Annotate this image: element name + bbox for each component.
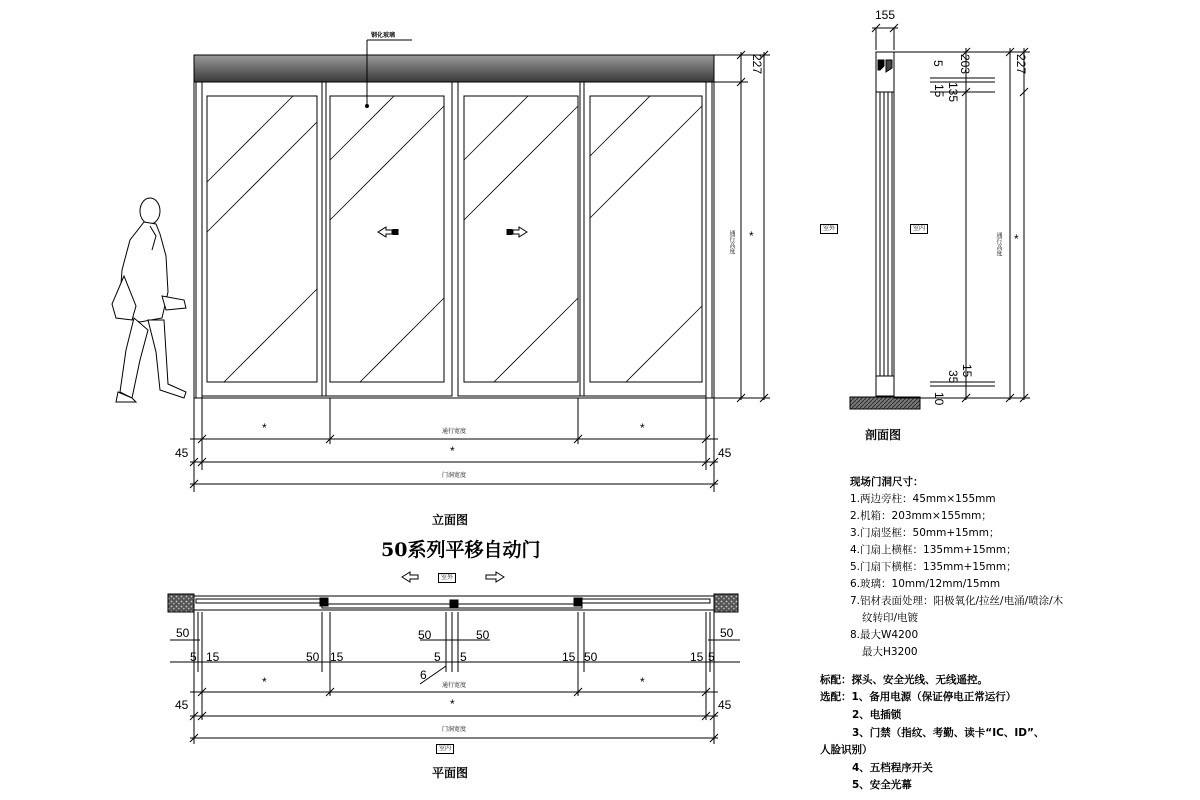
elevation-caption: 立面图 bbox=[432, 513, 469, 527]
spec-optional-4: 4、五档程序开关 bbox=[852, 762, 933, 774]
person-figure bbox=[112, 198, 186, 402]
elevation-view bbox=[190, 40, 770, 492]
plan-hole-width-label: 门洞宽度 bbox=[442, 726, 467, 733]
section-caption: 剖面图 bbox=[865, 428, 902, 442]
tempered-glass-label: 钢化玻璃 bbox=[371, 32, 396, 39]
plan-dim-50-1: 50 bbox=[176, 626, 190, 640]
spec-optional-1: 选配：1、备用电源（保证停电正常运行） bbox=[820, 691, 1017, 703]
plan-dim-5-4: 5 bbox=[708, 650, 715, 664]
section-dim-203: 203 bbox=[958, 54, 972, 75]
plan-dim-50-2: 50 bbox=[418, 628, 432, 642]
open-left-arrow-icon bbox=[378, 227, 398, 237]
elevation-panel-4 bbox=[584, 82, 706, 396]
elevation-side-left: 45 bbox=[175, 446, 189, 460]
elevation-header-box bbox=[194, 55, 714, 82]
section-inside-label: 室内 bbox=[910, 224, 928, 234]
spec-item-8b: 最大H3200 bbox=[862, 646, 918, 658]
plan-dim-15-4: 15 bbox=[690, 650, 704, 664]
plan-side-right: 45 bbox=[718, 698, 732, 712]
plan-dim-15-3: 15 bbox=[562, 650, 576, 664]
elevation-right-width: * bbox=[640, 421, 645, 435]
elevation-hole-width-label: 门洞宽度 bbox=[442, 472, 467, 479]
plan-right-arrow-icon bbox=[486, 572, 504, 582]
plan-dim-15-1: 15 bbox=[206, 650, 220, 664]
spec-item-5: 5.门扇下横框：135mm+15mm； bbox=[850, 561, 1017, 573]
plan-left-arrow-icon bbox=[402, 572, 418, 582]
section-post bbox=[876, 92, 894, 396]
section-dim-227: 227 bbox=[1014, 54, 1028, 75]
section-dim-35: 35 bbox=[946, 370, 960, 384]
elevation-panel-3 bbox=[458, 82, 584, 396]
section-dim-135: 135 bbox=[946, 82, 960, 103]
section-view bbox=[850, 24, 1030, 409]
elevation-right-post bbox=[706, 82, 714, 398]
plan-dim-5-2: 5 bbox=[434, 650, 441, 664]
plan-dim-50-6: 50 bbox=[584, 650, 598, 664]
spec-item-1: 1.两边旁柱：45mm×155mm bbox=[850, 493, 996, 505]
plan-dim-15-2: 15 bbox=[330, 650, 344, 664]
plan-view bbox=[168, 572, 740, 744]
section-dim-15b: 15 bbox=[960, 364, 974, 378]
spec-optional-5: 5、安全光幕 bbox=[852, 779, 912, 791]
plan-star-middle: * bbox=[450, 697, 455, 711]
spec-optional-3b: 人脸识别） bbox=[820, 744, 873, 756]
elevation-panel-2 bbox=[322, 82, 452, 396]
spec-standard: 标配：探头、安全光线、无线遥控。 bbox=[820, 674, 988, 686]
spec-optional-3: 3、门禁（指纹、考勤、读卡“IC、ID”、 bbox=[852, 727, 1045, 739]
elevation-pass-width-label: 通行宽度 bbox=[442, 428, 467, 435]
plan-dim-5-1: 5 bbox=[190, 650, 197, 664]
section-outside-label: 室外 bbox=[820, 224, 838, 234]
elevation-panel-1 bbox=[202, 82, 322, 396]
spec-item-7b: 纹转印/电镀 bbox=[862, 612, 919, 624]
elevation-header-height: 227 bbox=[750, 54, 764, 75]
plan-outside-label: 室外 bbox=[438, 573, 456, 583]
plan-dim-50-3: 50 bbox=[476, 628, 490, 642]
glass-reflections bbox=[207, 96, 702, 382]
spec-item-3: 3.门扇竖框：50mm+15mm； bbox=[850, 527, 1000, 539]
section-pass-height-label: 通行高度 bbox=[995, 232, 1002, 256]
elevation-middle-width: * bbox=[450, 444, 455, 458]
elevation-left-post bbox=[194, 82, 202, 398]
spec-item-2: 2.机箱：203mm×155mm； bbox=[850, 510, 992, 522]
floor-hatch bbox=[850, 397, 920, 409]
section-total-height: * bbox=[1014, 232, 1019, 246]
spec-item-6: 6.玻璃：10mm/12mm/15mm bbox=[850, 578, 1001, 590]
section-dim-10: 10 bbox=[932, 392, 946, 406]
spec-item-8: 8.最大W4200 bbox=[850, 629, 919, 641]
plan-star-right: * bbox=[640, 675, 645, 689]
section-header bbox=[876, 52, 894, 92]
plan-inside-label: 室内 bbox=[436, 744, 454, 754]
plan-side-left: 45 bbox=[175, 698, 189, 712]
plan-dim-50-5: 50 bbox=[306, 650, 320, 664]
elevation-left-width: * bbox=[262, 421, 267, 435]
plan-dim-50-4: 50 bbox=[720, 626, 734, 640]
plan-dim-5-3: 5 bbox=[460, 650, 467, 664]
plan-pass-width-label: 通行宽度 bbox=[442, 682, 467, 689]
spec-optional-2: 2、电插锁 bbox=[852, 709, 902, 721]
section-top-width: 155 bbox=[875, 8, 896, 22]
elevation-pass-height-label: 通行高度 bbox=[728, 230, 735, 254]
plan-left-wall bbox=[168, 594, 194, 612]
plan-right-wall bbox=[714, 594, 738, 612]
plan-star-left: * bbox=[262, 675, 267, 689]
section-dim-5: 5 bbox=[931, 60, 945, 67]
spec-item-7: 7.铝材表面处理：阳极氧化/拉丝/电涌/喷涂/木 bbox=[850, 595, 1064, 607]
drawing-title: 50系列平移自动门 bbox=[381, 539, 541, 561]
elevation-total-height: * bbox=[749, 229, 754, 243]
section-dim-15: 15 bbox=[932, 84, 946, 98]
elevation-side-right: 45 bbox=[718, 446, 732, 460]
open-right-arrow-icon bbox=[507, 227, 527, 237]
plan-dim-6: 6 bbox=[420, 668, 427, 682]
spec-item-4: 4.门扇上横框：135mm+15mm； bbox=[850, 544, 1017, 556]
spec-heading: 现场门洞尺寸： bbox=[850, 476, 924, 488]
plan-caption: 平面图 bbox=[432, 766, 469, 780]
